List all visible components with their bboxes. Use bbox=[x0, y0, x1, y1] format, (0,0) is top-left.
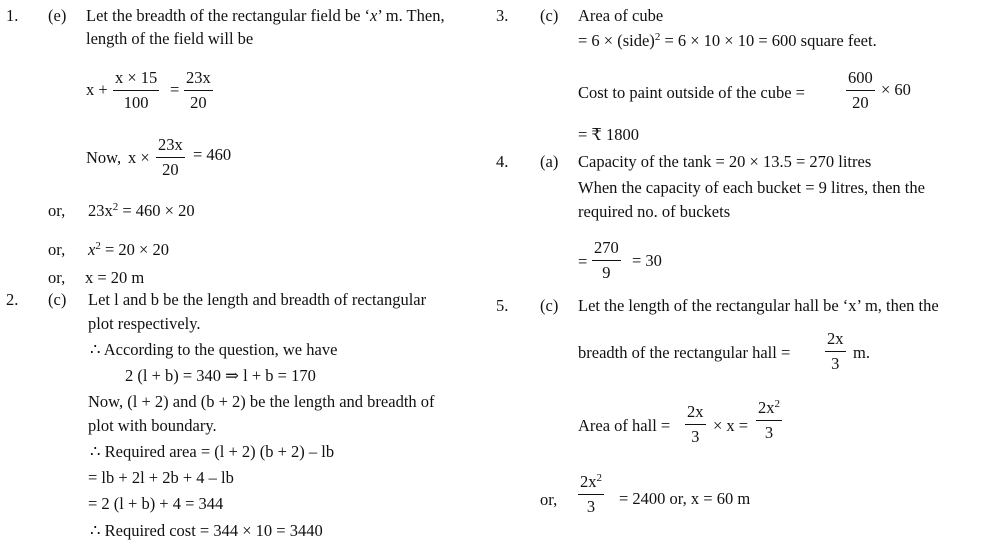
q3-line1: Area of cube bbox=[578, 6, 664, 25]
q2-line1: Let l and b be the length and breadth of rectangular bbox=[88, 290, 427, 309]
q5-line1: Let the length of the rectangular hall be ‘x’ m, then the bbox=[578, 296, 939, 315]
q1-now-rhs: = 460 bbox=[193, 145, 232, 164]
q4-eq-lead: = bbox=[578, 252, 588, 271]
q5-breadth-tail: m. bbox=[853, 343, 870, 362]
q1-eq1-numerator: x × 15 bbox=[113, 70, 159, 91]
q3-cost-denominator: 20 bbox=[852, 92, 869, 112]
q5-breadth-lead: breadth of the rectangular hall = bbox=[578, 343, 791, 362]
q1-now-numerator: 23x bbox=[156, 137, 185, 158]
q5-or: or, bbox=[540, 490, 558, 509]
q3-result: = ₹ 1800 bbox=[578, 125, 640, 144]
q1-eq1-denominator: 100 bbox=[123, 92, 149, 112]
q2-line9: = 2 (l + b) + 4 = 344 bbox=[88, 494, 224, 513]
q4-line1: Capacity of the tank = 20 × 13.5 = 270 litres bbox=[578, 152, 872, 171]
q4-number: 4. bbox=[496, 152, 509, 171]
q5-or-numerator: $2x^2$ bbox=[578, 474, 604, 495]
q5-area-result-numerator: $2x^2$ bbox=[756, 400, 782, 421]
q3-option: (c) bbox=[540, 6, 559, 25]
q1-eq1-equals: = bbox=[170, 80, 180, 99]
q2-line10: ∴ Required cost = 344 × 10 = 3440 bbox=[90, 521, 323, 540]
q2-option: (c) bbox=[48, 290, 67, 309]
q2-line4: 2 (l + b) = 340 ⇒ l + b = 170 bbox=[125, 366, 316, 385]
q5-or-fraction bbox=[578, 474, 604, 515]
q5-or-denominator: 3 bbox=[586, 496, 596, 516]
q1-now-denominator: 20 bbox=[162, 159, 179, 179]
q5-breadth-denominator: 3 bbox=[831, 353, 840, 373]
q1-eq1-result-fraction bbox=[184, 70, 213, 111]
q5-number: 5. bbox=[496, 296, 509, 315]
q1-number: 1. bbox=[6, 6, 19, 25]
q5-breadth-fraction bbox=[825, 331, 846, 372]
q1-option: (e) bbox=[48, 6, 67, 25]
q3-number: 3. bbox=[496, 6, 509, 25]
q1-or2: or, bbox=[48, 240, 66, 259]
q2-line6: plot with boundary. bbox=[88, 416, 217, 435]
q5-area-denominator: 3 bbox=[691, 426, 700, 446]
q2-line2: plot respectively. bbox=[88, 314, 201, 333]
q1-eq1-result-numerator: 23x bbox=[184, 70, 213, 91]
q5-area-lead: Area of hall = bbox=[578, 416, 671, 435]
q1-now-x: x × bbox=[128, 148, 150, 167]
q3-cost-numerator: 600 bbox=[846, 70, 875, 91]
q3-cost-lead: Cost to paint outside of the cube = bbox=[578, 83, 805, 102]
q5-area-result-denominator: 3 bbox=[764, 422, 774, 442]
q1-or3: or, bbox=[48, 268, 66, 287]
q1-step1: $23x^2 = 460 \times 20$ bbox=[88, 201, 195, 220]
q2-line3: ∴ According to the question, we have bbox=[90, 340, 338, 359]
q1-now-fraction bbox=[156, 137, 185, 178]
q1-step3: x = 20 m bbox=[85, 268, 145, 287]
q2-line8: = lb + 2l + 2b + 4 – lb bbox=[88, 468, 234, 487]
q5-area-mid: × x = bbox=[713, 416, 749, 435]
q1-eq1-fraction bbox=[113, 70, 159, 111]
q4-line2: When the capacity of each bucket = 9 litres, then the bbox=[578, 178, 925, 197]
q1-line2: length of the field will be bbox=[86, 29, 254, 48]
q4-eq-numerator: 270 bbox=[592, 240, 621, 261]
q4-option: (a) bbox=[540, 152, 559, 171]
q1-eq1-lead: x + bbox=[86, 80, 108, 99]
q5-area-numerator: 2x bbox=[685, 404, 706, 425]
q1-eq1-result-denominator: 20 bbox=[190, 92, 207, 112]
q4-line3: required no. of buckets bbox=[578, 202, 731, 221]
q4-eq-denominator: 9 bbox=[602, 262, 611, 282]
q3-line2: = 6 × (side)$^2$ = 6 × 10 × 10 = 600 square feet. bbox=[578, 31, 877, 50]
q3-cost-fraction bbox=[846, 70, 875, 111]
q5-or-tail: = 2400 or, x = 60 m bbox=[619, 489, 751, 508]
q4-eq-tail: = 30 bbox=[632, 251, 662, 270]
q2-line5: Now, (l + 2) and (b + 2) be the length and breadth of bbox=[88, 392, 435, 411]
q5-area-result-fraction bbox=[756, 400, 782, 441]
q1-or1: or, bbox=[48, 201, 66, 220]
q3-cost-tail: × 60 bbox=[881, 80, 911, 99]
q2-number: 2. bbox=[6, 290, 19, 309]
q1-now-lead: Now, bbox=[86, 148, 122, 167]
q5-breadth-numerator: 2x bbox=[825, 331, 846, 352]
q4-eq-fraction bbox=[592, 240, 621, 281]
q2-line7: ∴ Required area = (l + 2) (b + 2) – lb bbox=[90, 442, 335, 461]
q5-area-fraction bbox=[685, 404, 706, 445]
q5-option: (c) bbox=[540, 296, 559, 315]
q1-step2: $x^2 = 20 \times 20$ bbox=[88, 240, 169, 259]
q1-line1: Let the breadth of the rectangular field be ‘x’ m. Then, bbox=[86, 6, 445, 25]
